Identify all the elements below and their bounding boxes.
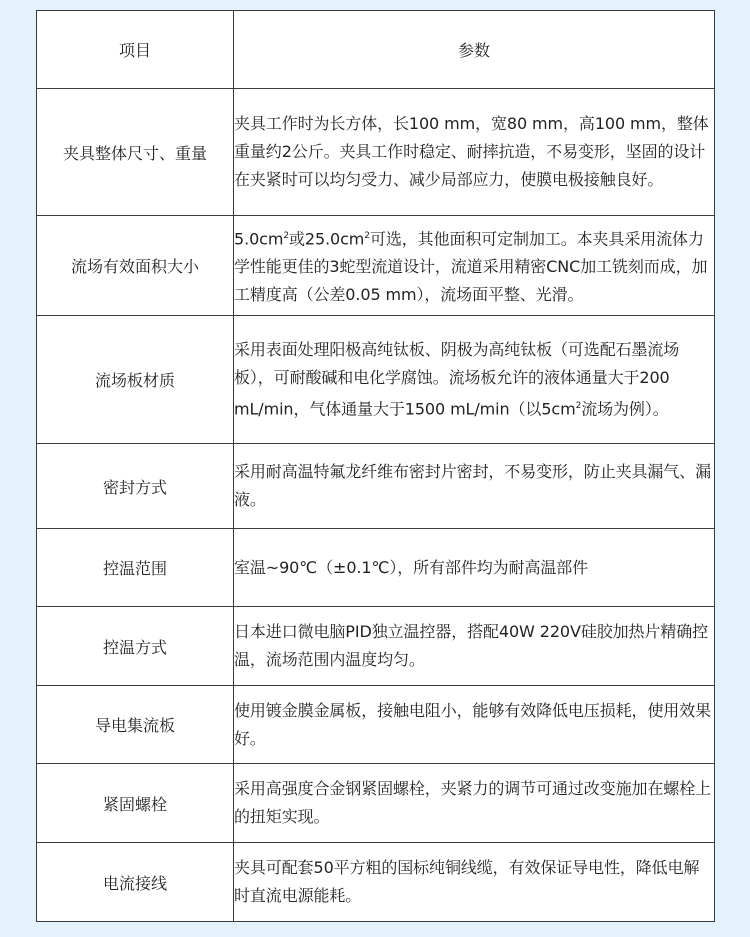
row-value: 采用高强度合金钢紧固螺栓，夹紧力的调节可通过改变施加在螺栓上的扭矩实现。	[234, 764, 715, 843]
header-item: 项目	[37, 11, 234, 89]
row-label: 流场有效面积大小	[37, 216, 234, 316]
row-value: 夹具可配套50平方粗的国标纯铜线缆，有效保证导电性，降低电解时直流电源能耗。	[234, 843, 715, 922]
table-header-row	[37, 11, 715, 89]
row-value: 夹具工作时为长方体，长100 mm，宽80 mm，高100 mm，整体重量约2公斤。夹具工作时稳定、耐摔抗造，不易变形，坚固的设计在夹紧时可以均匀受力、减少局部应力，使膜电极接触良好。	[234, 89, 715, 216]
table-row	[37, 444, 715, 529]
header-params: 参数	[234, 11, 715, 89]
superscript: 2	[364, 230, 370, 241]
table-row	[37, 216, 715, 316]
row-label: 夹具整体尺寸、重量	[37, 89, 234, 216]
row-value: 采用耐高温特氟龙纤维布密封片密封，不易变形，防止夹具漏气、漏液。	[234, 444, 715, 529]
table-row	[37, 764, 715, 843]
value-text: 5.0cm	[234, 229, 284, 249]
row-label: 流场板材质	[37, 316, 234, 444]
table-row	[37, 843, 715, 922]
row-value: 室温~90℃（±0.1℃），所有部件均为耐高温部件	[234, 529, 715, 607]
row-label: 控温方式	[37, 607, 234, 686]
row-label: 导电集流板	[37, 686, 234, 764]
row-label: 控温范围	[37, 529, 234, 607]
value-text: 采用表面处理阳极高纯钛板、阴极为高纯钛板（可选配石墨流场板），可耐酸碱和电化学腐蚀。流场板允许的液体通量大于200 mL/min，气体通量大于1500 mL/min（以5cm	[234, 339, 680, 419]
value-text: 或25.0cm	[288, 229, 365, 249]
row-label: 紧固螺栓	[37, 764, 234, 843]
value-text: 流场为例）。	[581, 399, 669, 419]
row-value: 使用镀金膜金属板，接触电阻小，能够有效降低电压损耗，使用效果好。	[234, 686, 715, 764]
superscript: 2	[575, 400, 582, 411]
row-value	[234, 216, 715, 316]
table-row	[37, 89, 715, 216]
value-text: 可选，其他面积可定制加工。本夹具采用流体力学性能更佳的3蛇型流道设计，流道采用精密CNC加工铣刻而成，加工精度高（公差0.05 mm），流场面平整、光滑。	[234, 229, 708, 305]
row-value: 日本进口微电脑PID独立温控器，搭配40W 220V硅胶加热片精确控温，流场范围内温度均匀。	[234, 607, 715, 686]
row-label: 密封方式	[37, 444, 234, 529]
row-value	[234, 316, 715, 444]
table-row	[37, 686, 715, 764]
spec-table	[36, 10, 715, 922]
table-row	[37, 529, 715, 607]
superscript: 2	[283, 230, 289, 241]
row-label: 电流接线	[37, 843, 234, 922]
table-row	[37, 607, 715, 686]
table-row	[37, 316, 715, 444]
